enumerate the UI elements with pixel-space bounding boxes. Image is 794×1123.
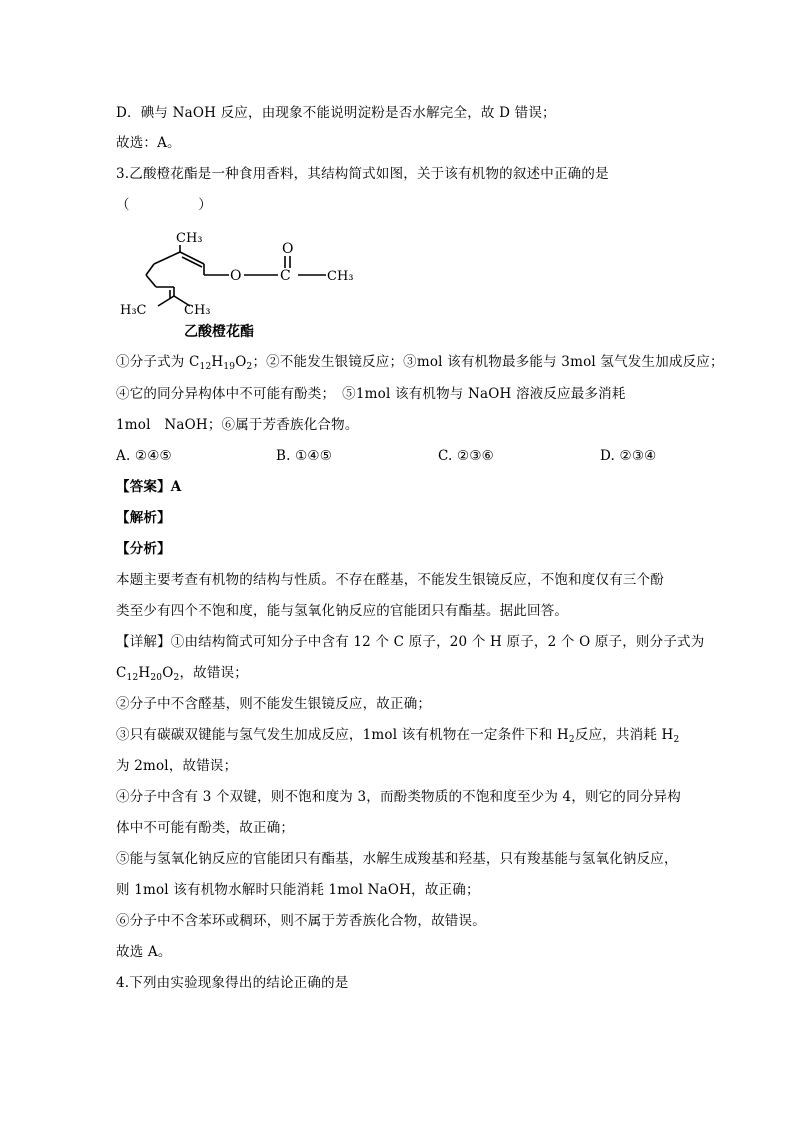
text-fragment: H [211,354,224,370]
answer-options [116,446,676,466]
detail-text: ⑥分子中不含苯环或稠环，则不属于芳香族化合物，故错误。 [116,913,486,929]
explanation-heading: 【解析】 [116,510,171,526]
answer-blank: （ ） [116,197,212,213]
text-fragment: O [235,354,247,370]
structural-formula-figure [116,222,366,344]
question-4-stem: 4.下列由实验现象得出的结论正确的是 [116,975,349,991]
answer-heading: 【答案】A [116,479,182,495]
statement-line: ④它的同分异构体中不可能有酚类； ⑤1mol 该有机物与 NaOH 溶液反应最多消耗 [116,386,626,402]
text-fragment: 反应，共消耗 H [574,727,674,743]
detail-text: 则 1mol 该有机物水解时只能消耗 1mol NaOH，故正确； [116,882,480,898]
subscript: 2 [568,735,575,745]
text-fragment: H [138,665,151,681]
text-fragment: ，故错误； [179,665,248,681]
detail-text: ④分子中含有 3 个双键，则不饱和度为 3，而酚类物质的不饱和度至少为 4，则它的同分异构 [116,789,681,805]
detail-text: 【详解】①由结构简式可知分子中含有 12 个 C 原子，20 个 H 原子，2 个 O 原子，则分子式为 [116,634,705,650]
methyl-label-left: H₃C [120,303,147,318]
detail-text: 体中不可能有酚类，故正确； [116,820,295,836]
text-fragment: C [116,665,127,681]
text-fragment: ；②不能发生银镜反应；③mol 该有机物最多能与 3mol 氢气发生加成反应； [252,354,724,370]
detail-text [116,663,248,683]
text-line: 故选：A。 [116,135,181,151]
oxygen-label: O [230,268,242,284]
analysis-heading: 【分析】 [116,541,171,557]
analysis-text: 类至少有四个不饱和度，能与氢氧化钠反应的官能团只有酯基。据此回答。 [116,603,569,619]
subscript: 12 [126,673,139,683]
analysis-text: 本题主要考查有机物的结构与性质。不存在醛基，不能发生银镜反应，不饱和度仅有三个酚 [116,572,664,588]
carbonyl-oxygen-label: O [282,241,294,257]
statement-line: 1mol NaOH；⑥属于芳香族化合物。 [116,417,359,433]
methyl-label-bottom: CH₃ [184,303,211,318]
option-c[interactable]: C. ②③⑥ [438,448,494,464]
subscript: 19 [223,362,236,372]
statement-line [116,352,724,372]
methyl-label-top: CH₃ [176,231,203,246]
subscript: 2 [673,735,680,745]
figure-caption: 乙酸橙花酯 [184,324,254,340]
detail-text: ⑤能与氢氧化钠反应的官能团只有酯基，水解生成羧基和羟基，只有羧基能与氢氧化钠反应， [116,851,678,867]
option-b[interactable]: B. ①④⑤ [276,448,333,464]
text-fragment: ③只有碳碳双键能与氢气发生加成反应，1mol 该有机物在一定条件下和 H [116,727,569,743]
subscript: 2 [246,362,253,372]
text-fragment: O [162,665,174,681]
detail-text: 故选 A。 [116,944,172,960]
subscript: 12 [199,362,212,372]
detail-text: ②分子中不含醛基，则不能发生银镜反应，故正确； [116,696,432,712]
text-fragment: ①分子式为 C [116,354,200,370]
subscript: 2 [173,673,180,683]
detail-text [116,725,679,745]
text-line: D．碘与 NaOH 反应，由现象不能说明淀粉是否水解完全，故 D 错误； [116,105,556,121]
option-a[interactable]: A. ②④⑤ [116,448,172,464]
methyl-label-right: CH₃ [327,269,354,284]
subscript: 20 [150,673,163,683]
option-d[interactable]: D. ②③④ [600,448,657,464]
question-3-stem: 3.乙酸橙花酯是一种食用香料，其结构简式如图，关于该有机物的叙述中正确的是 [116,166,609,182]
carbonyl-carbon-label: C [280,268,291,284]
detail-text: 为 2mol，故错误； [116,758,238,774]
